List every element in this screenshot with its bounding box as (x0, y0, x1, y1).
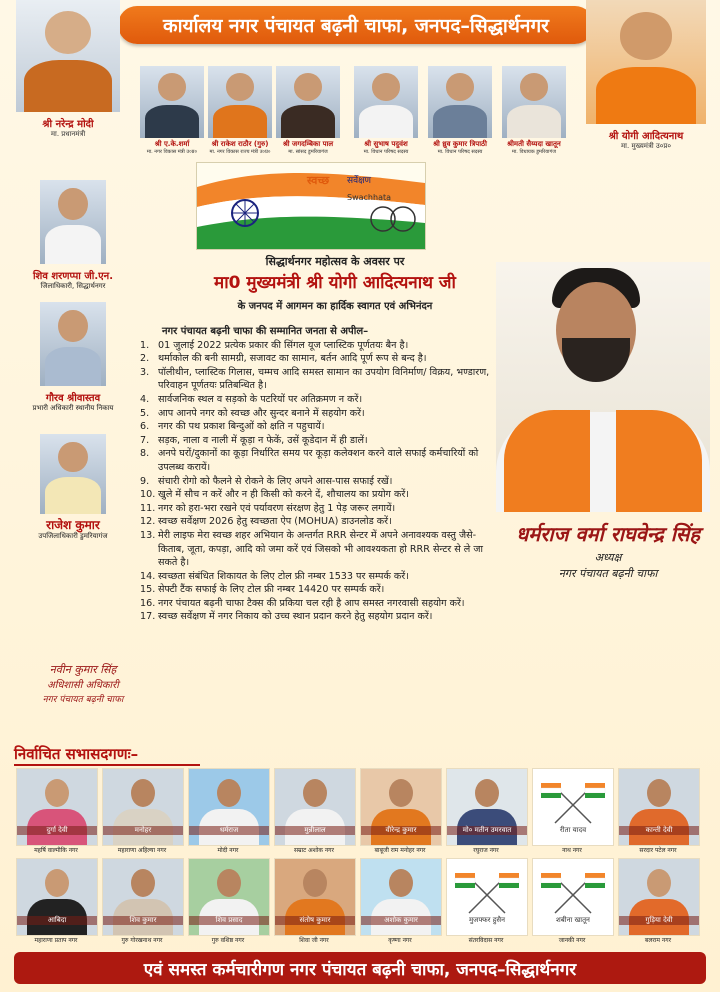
member-ward: मोदी नगर (217, 847, 239, 854)
list-item: 1. 01 जुलाई 2022 प्रत्येक प्रकार की सिंगल यूज प्लास्टिक पूर्णतयः बैन है। (140, 339, 409, 351)
member-ward: बलराम नगर (644, 937, 672, 944)
member-ward: रघुराज नगर (473, 847, 499, 854)
member-ward: गुरु गोरखनाथ नगर (121, 937, 163, 944)
shirt-shape (433, 105, 487, 138)
dignitary-1-role: मा. नगर विकास मंत्री उ०प्र० (146, 149, 198, 155)
jacket-shape (24, 60, 111, 112)
photo-leader-right (586, 0, 706, 124)
member-tile: गुड़िया देवी (618, 858, 700, 936)
face-shape (303, 779, 327, 807)
member-ward: शिवा जी नगर (299, 937, 329, 944)
member-ward: सम्राट अशोक नगर (293, 847, 335, 854)
face-shape (226, 73, 254, 100)
dignitary-5-caption (420, 140, 500, 155)
photo-dignitary-6 (502, 66, 566, 138)
dignitary-4-name: श्री सुभाष पदुवंश (364, 140, 408, 148)
list-item: 3. पॉलीथीन, प्लास्टिक गिलास, चम्मच आदि समस्त सामान का उपयोग विनिर्माण/ विक्रय, भण्डारण, परिवाहन पूर्णतयः प्रतिबन्धित है। (140, 366, 490, 392)
office-title-banner: कार्यालय नगर पंचायत बढ़नी चाफा, जनपद–सिद्धार्थनगर (118, 6, 594, 44)
photo-official-2 (40, 302, 106, 386)
photo-dignitary-5 (428, 66, 492, 138)
member-tile: अशोक कुमार (360, 858, 442, 936)
list-item: 2. थर्माकोल की बनी सामग्री, सजावट का सामान, बर्तन आदि पूर्ण रूप से बन्द है। (140, 353, 427, 365)
shirt-shape (359, 105, 413, 138)
photo-dignitary-2 (208, 66, 272, 138)
face-shape (217, 869, 241, 897)
member-tile: मुन्नीलाल (274, 768, 356, 846)
photo-official-3 (40, 434, 106, 514)
chairman-name: धर्मराज वर्मा राघवेन्द्र सिंह (515, 522, 701, 546)
official-1-name: शिव शरणप्पा जी.एन. (32, 271, 114, 282)
member-ward: कृष्णा नगर (388, 937, 412, 944)
face-shape (446, 73, 474, 100)
member-tile: धर्मराज (188, 768, 270, 846)
photo-dignitary-1 (140, 66, 204, 138)
member-name: मुजफ्फर हुसैन (468, 916, 506, 924)
face-shape (389, 779, 413, 807)
dignitary-2-role: मा. नगर विकास राज्य मंत्री उ०प्र० (209, 149, 271, 155)
member-name: रीता यादव (559, 826, 587, 834)
officer-title: अधिशासी अधिकारी (47, 680, 119, 691)
saffron-jacket-right (616, 410, 702, 512)
chairman-title: अध्यक्ष (594, 551, 622, 564)
member-ward: महर्षि वाल्मीकि नगर (34, 847, 78, 854)
list-item: 13. मेरी लाइफ मेरा स्वच्छ शहर अभियान के अन्तर्गत RRR सेन्टर में अपने अनावश्यक वस्तु जैसे-किताब, जूता, कपड़ा, आदि को जमा करें एवं जिसको भी आवश्यकता हो RRR सेन्टर से ले जा सकते है। (140, 529, 483, 569)
shirt-shape (45, 225, 100, 264)
member-tile-flags (532, 768, 614, 846)
leader-right-name: श्री योगी आदित्यनाथ (608, 131, 684, 142)
member-tile: शिव कुमार (102, 858, 184, 936)
face-shape (158, 73, 186, 100)
photo-dignitary-3 (276, 66, 340, 138)
face-shape (294, 73, 322, 100)
officer-body: नगर पंचायत बढ़नी चाफा (42, 695, 124, 705)
dignitary-2-name: श्री राकेश राठौर (गुरु) (211, 140, 269, 148)
leader-right-role: मा. मुख्यमंत्री उ०प्र० (621, 142, 671, 150)
saffron-jacket-left (504, 410, 590, 512)
banner-text-3: Swachhata (347, 193, 392, 202)
dignitary-6-name: श्रीमती सैय्यदा खातून (507, 140, 561, 148)
face-shape (58, 188, 87, 220)
member-ward: महाराणा अहिल्या नगर (117, 847, 167, 854)
banner-text-1: स्वच्छ (307, 174, 330, 187)
member-tile: मनोहर (102, 768, 184, 846)
crossed-flags-icon (447, 859, 527, 919)
dignitary-4-caption (346, 140, 426, 155)
dignitary-5-role: मा. विधान परिषद सदस्य (437, 149, 483, 155)
face-shape (45, 779, 69, 807)
official-2-name: गौरव श्रीवास्तव (45, 393, 101, 404)
dignitary-6-caption (494, 140, 574, 155)
face-shape (303, 869, 327, 897)
crossed-flags-icon (533, 769, 613, 829)
member-ward: नाथ नगर (562, 847, 582, 854)
face-shape (647, 869, 671, 897)
member-tile: दुर्गा देवी (16, 768, 98, 846)
dignitary-3-name: श्री जगदम्बिका पाल (282, 140, 334, 148)
event-line-1: सिद्धार्थनगर महोत्सव के अवसर पर (265, 255, 405, 268)
list-item: 5. आप आनपे नगर को स्वच्छ और सुन्दर बनाने में सहयोग करें। (140, 407, 365, 419)
face-shape (475, 779, 499, 807)
beard-shape (562, 338, 630, 382)
face-shape (45, 869, 69, 897)
member-tile: कान्ती देवी (618, 768, 700, 846)
member-ward: महाराणा प्रताप नगर (34, 937, 78, 944)
official-1-role: जिलाधिकारी, सिद्धार्थनगर (40, 282, 106, 290)
member-ward: सरदार पटेल नगर (639, 847, 677, 854)
official-3-role: उपजिलाधिकारी डुमरियागंज (38, 532, 108, 540)
member-tile: संतोष कुमार (274, 858, 356, 936)
face-shape (217, 779, 241, 807)
swachh-banner (196, 162, 426, 250)
dignitary-3-caption (268, 140, 348, 155)
banner-text-2: सर्वेक्षण (347, 176, 372, 186)
member-tile: शिव प्रसाद (188, 858, 270, 936)
list-item: 11. नगर को हरा-भरा रखने एवं पर्यावरण संरक्षण हेतु 1 पेड़ जरूर लगायें। (140, 502, 396, 514)
member-ward: संतरविदास नगर (468, 937, 504, 944)
shirt-shape (45, 477, 100, 514)
face-shape (58, 310, 87, 342)
dignitary-3-role: मा. सांसद डुमरियागंज (288, 149, 328, 155)
face-shape (45, 11, 91, 54)
member-tile-flags (446, 858, 528, 936)
photo-chairman (496, 262, 710, 512)
official-2-role: प्रभारी अधिकारी स्थानीय निकाय (32, 404, 114, 412)
officer-name: नवीन कुमार सिंह (49, 663, 117, 676)
dignitary-4-role: मा. विधान परिषद सदस्य (363, 149, 409, 155)
photo-dignitary-4 (354, 66, 418, 138)
dignitary-1-name: श्री ए.के.शर्मा (154, 140, 190, 148)
shirt-shape (213, 105, 267, 138)
event-line-2: मा0 मुख्यमंत्री श्री योगी आदित्यनाथ जी (214, 273, 456, 293)
list-item: 12. स्वच्छ सर्वेक्षण 2026 हेतु स्वच्छता ऐप (MOHUA) डाउनलोड करें। (140, 516, 392, 528)
list-item: 7. सड़क, नाला व नाली में कूड़ा न फेकें, उसें कूडेदान में ही डालें। (140, 434, 368, 446)
shirt-shape (45, 347, 100, 386)
member-ward: गुरु वशिष्ठ नगर (211, 937, 245, 944)
face-shape (131, 869, 155, 897)
face-shape (58, 442, 87, 472)
member-ward: बाबूजी राम मनोहर नगर (374, 847, 426, 854)
event-line-3: के जनपद में आगमन का हार्दिक स्वागत एवं अभिनंदन (237, 301, 433, 312)
member-ward: जानकी नगर (558, 937, 586, 944)
dignitary-6-role: मा. विधायक डुमरियागंज (512, 149, 556, 155)
appeal-list (140, 325, 500, 624)
member-tile: आबिदा (16, 858, 98, 936)
dignitary-5-name: श्री ध्रुव कुमार त्रिपाठी (433, 140, 487, 148)
photo-official-1 (40, 180, 106, 264)
footer-banner: एवं समस्त कर्मचारीगण नगर पंचायत बढ़नी चाफा, जनपद–सिद्धार्थनगर (14, 952, 706, 984)
crossed-flags-icon (533, 859, 613, 919)
photo-leader-left (16, 0, 120, 112)
face-shape (520, 73, 548, 100)
leader-left-name: श्री नरेन्द्र मोदी (42, 119, 94, 130)
face-shape (620, 12, 673, 59)
member-tile: वीरेन्द्र कुमार (360, 768, 442, 846)
list-item: 4. सार्वजनिक स्थल व सड़को के पटरियों पर अतिक्रमण न करें। (140, 393, 363, 405)
member-tile: मो० मतीन उमरवात (446, 768, 528, 846)
chairman-body: नगर पंचायत बढ़नी चाफा (558, 567, 658, 580)
official-3-name: राजेश कुमार (46, 518, 100, 532)
appeal-intro: नगर पंचायत बढ़नी चाफा की सम्मानित जनता से अपील– (162, 326, 369, 337)
members-heading: निर्वाचित सभासदगणः– (14, 745, 139, 763)
list-item: 6. नगर की पथ प्रकाश बिन्दुओं को क्षति न पहुचायें। (140, 421, 325, 433)
list-item: 17. स्वच्छ सर्वेक्षण में नगर निकाय को उच्च स्थान प्रदान करने हेतु सहयोग प्रदान करें। (140, 611, 433, 623)
leader-left-caption (0, 116, 136, 139)
heading-underline (14, 764, 200, 766)
shirt-shape (145, 105, 199, 138)
list-item: 16. नगर पंचायत बढ़नी चाफा टैक्स की प्रकिया चल रही है आप समस्त नगरवासी सहयोग करें। (140, 597, 465, 609)
face-shape (389, 869, 413, 897)
leader-left-role: मा. प्रधानमंत्री (50, 130, 86, 138)
list-item: 14. स्वच्छता संबंधित शिकायत के लिए टोल फ्री नम्बर 1533 पर सम्पर्क करें। (140, 570, 409, 582)
list-item: 10. खुले में सौच न करें और न ही किसी को करने दें, शौचालय का प्रयोग करें। (140, 489, 409, 501)
face-shape (647, 779, 671, 807)
face-shape (372, 73, 400, 100)
shirt-shape (507, 105, 561, 138)
list-item: 9. संचारी रोगो को फैलने से रोकने के लिए अपने आस-पास सफाई रखें। (140, 475, 393, 487)
leader-right-caption (578, 128, 714, 151)
robe-shape (596, 67, 697, 124)
shirt-shape (281, 105, 335, 138)
member-name: शबीना खातून (556, 916, 590, 924)
list-item: 8. अनपे घरों/दुकानों का कूड़ा निर्धारित समय पर कूड़ा कलेक्शन करने वाले सफाई कर्मचारियों को उपलब्ध करायें। (140, 448, 479, 473)
list-item: 15. सेफ्टी टैंक सफाई के लिए टोल फ्री नम्बर 14420 पर सम्पर्क करें। (140, 584, 385, 596)
face-shape (131, 779, 155, 807)
member-tile-flags (532, 858, 614, 936)
